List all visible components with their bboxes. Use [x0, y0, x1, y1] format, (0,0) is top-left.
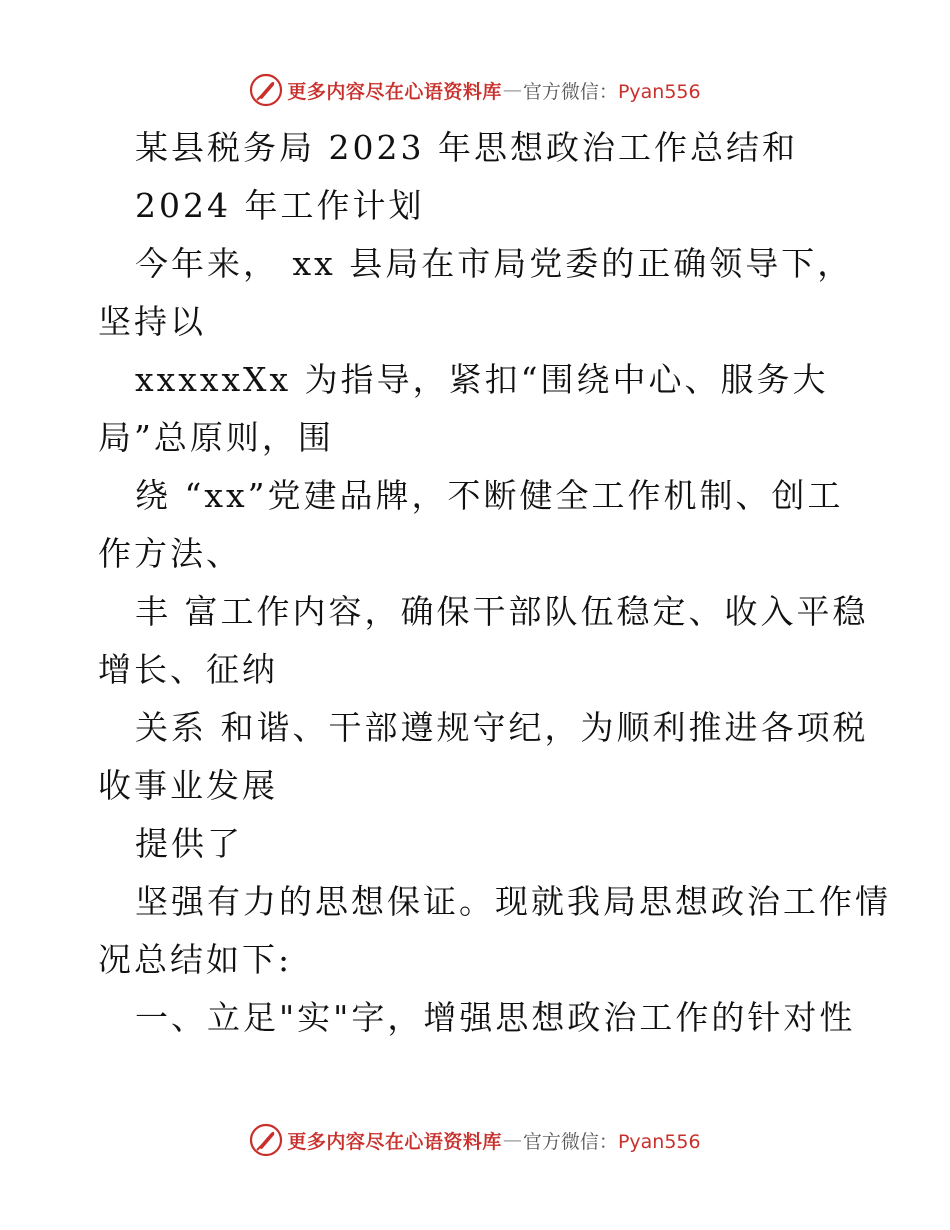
watermark-dash: —: [502, 1129, 522, 1151]
text-line: 收事业发展: [98, 766, 278, 805]
text-line: 丰 富工作内容，确保干部队伍稳定、收入平稳: [135, 592, 869, 631]
text-line: 今年来， xx 县局在市局党委的正确领导下，: [135, 244, 854, 283]
watermark-brand: 更多内容尽在心语资料库: [287, 1130, 502, 1153]
text-line: 作方法、: [98, 534, 242, 573]
feather-pen-logo-icon: [249, 73, 283, 107]
feather-pen-logo-icon: [249, 1123, 283, 1157]
text-line: 坚持以: [98, 302, 206, 341]
text-line: xxxxxXx 为指导，紧扣“围绕中心、服务大: [135, 360, 829, 399]
watermark-banner-bottom: [0, 1120, 950, 1160]
watermark-banner-top: [0, 70, 950, 110]
document-title-line-1: 某县税务局 2023 年思想政治工作总结和: [135, 128, 798, 167]
watermark-contact-id: Pyan556: [617, 1130, 701, 1153]
watermark-contact-prefix: 官方微信：: [522, 1130, 618, 1153]
text-line: 况总结如下:: [98, 940, 293, 979]
section-heading: 一、立足"实"字，增强思想政治工作的针对性: [135, 998, 856, 1037]
watermark-contact: [523, 1127, 701, 1154]
text-line: 局”总原则，围: [98, 418, 334, 457]
text-line: 增长、征纳: [98, 650, 278, 689]
text-line: 关系 和谐、干部遵规守纪，为顺利推进各项税: [135, 708, 869, 747]
watermark-dash: —: [502, 79, 522, 101]
watermark-contact: [523, 77, 701, 104]
watermark-contact-id: Pyan556: [617, 80, 701, 103]
document-title-line-2: 2024 年工作计划: [135, 186, 425, 225]
text-line: 绕 “xx”党建品牌，不断健全工作机制、创工: [135, 476, 844, 515]
watermark-contact-prefix: 官方微信：: [522, 80, 618, 103]
watermark-brand: 更多内容尽在心语资料库: [287, 80, 502, 103]
text-line: 提供了: [135, 824, 243, 863]
text-line: 坚强有力的思想保证。现就我局思想政治工作情: [135, 882, 891, 921]
